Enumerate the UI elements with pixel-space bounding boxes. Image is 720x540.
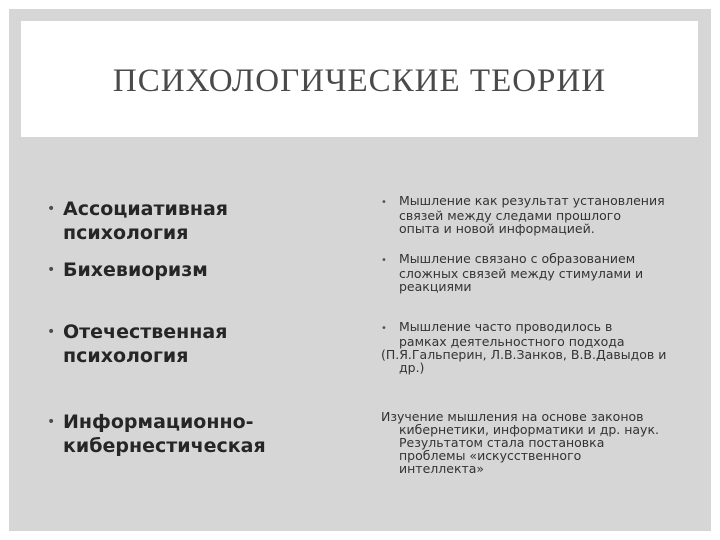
right-item-line: Мышление связано с образованием [399,251,636,266]
slide [9,9,711,531]
bullet-icon: • [381,255,387,266]
right-item-line: (П.Я.Гальперин, Л.В.Занков, В.В.Давыдов и [381,347,667,362]
left-item-behaviorism [47,258,208,282]
right-item-line: Результатом стала постановка [399,435,605,450]
right-item-line: интеллекта» [399,461,485,476]
right-item-behaviorism [381,252,686,293]
right-item-line: проблемы «искусственного [399,448,582,463]
right-item-line: сложных связей между стимулами и [399,266,644,281]
right-item-line: др.) [399,360,425,375]
bullet-icon: • [47,324,56,340]
left-item-line: Ассоциативная [63,198,228,220]
right-item-line: кибернетики, информатики и др. наук. [399,422,659,437]
slide-title: ПСИХОЛОГИЧЕСКИЕ ТЕОРИИ [112,63,607,99]
left-item-line: психология [63,222,189,244]
right-item-line: опыта и новой информацией. [399,221,595,236]
right-item-domestic [381,320,686,374]
left-item-cybernetic [47,410,266,458]
left-item-line: кибернестическая [63,435,266,457]
right-item-associative [381,194,686,235]
bullet-icon: • [47,414,56,430]
title-box [21,21,698,137]
bullet-icon: • [381,197,387,208]
left-item-line: Отечественная [63,321,228,343]
right-item-cybernetic [381,410,686,475]
right-item-line: связей между следами прошлого [399,208,622,223]
bullet-icon: • [381,323,387,334]
right-item-line: Мышление как результат установления [399,193,665,208]
bullet-icon: • [47,262,56,278]
left-item-associative [47,197,228,245]
bullet-icon: • [47,201,56,217]
right-item-line: реакциями [399,279,472,294]
left-item-line: психология [63,345,189,367]
right-item-line: рамках деятельностного подхода [399,334,625,349]
left-item-line: Бихевиоризм [63,259,208,281]
left-item-domestic [47,320,227,368]
left-item-line: Информационно- [63,411,254,433]
right-item-line: Изучение мышления на основе законов [381,409,644,424]
right-item-line: Мышление часто проводилось в [399,319,613,334]
